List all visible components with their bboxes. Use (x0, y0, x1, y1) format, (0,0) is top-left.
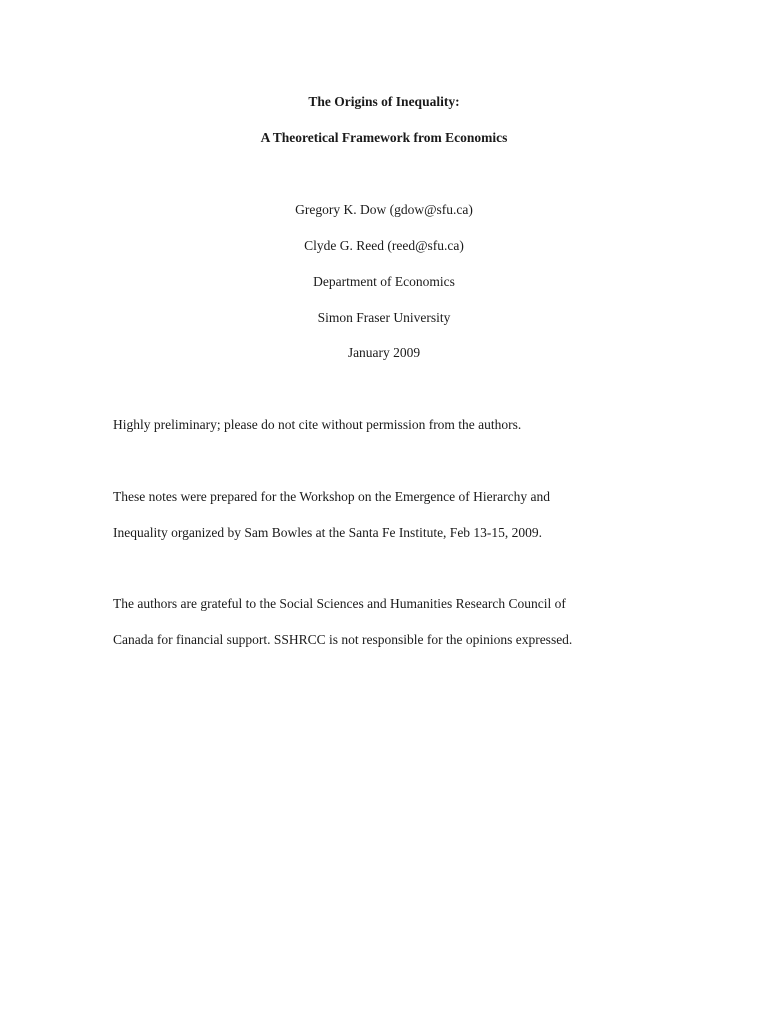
funding-note-line-1: The authors are grateful to the Social Sciences and Humanities Research Council of (113, 596, 566, 611)
university: Simon Fraser University (317, 310, 451, 325)
workshop-note-line-1: These notes were prepared for the Workshop on the Emergence of Hierarchy and (113, 489, 550, 504)
title-line-1: The Origins of Inequality: (308, 94, 460, 109)
department: Department of Economics (313, 274, 455, 289)
title-line-2: A Theoretical Framework from Economics (260, 130, 508, 145)
preliminary-note: Highly preliminary; please do not cite without permission from the authors. (113, 417, 522, 432)
funding-note-line-2: Canada for financial support. SSHRCC is not responsible for the opinions expressed. (113, 632, 573, 647)
date: January 2009 (347, 345, 421, 360)
author-reed: Clyde G. Reed (reed@sfu.ca) (304, 238, 464, 253)
author-dow: Gregory K. Dow (gdow@sfu.ca) (295, 202, 473, 217)
workshop-note-line-2: Inequality organized by Sam Bowles at the Santa Fe Institute, Feb 13-15, 2009. (113, 525, 543, 540)
